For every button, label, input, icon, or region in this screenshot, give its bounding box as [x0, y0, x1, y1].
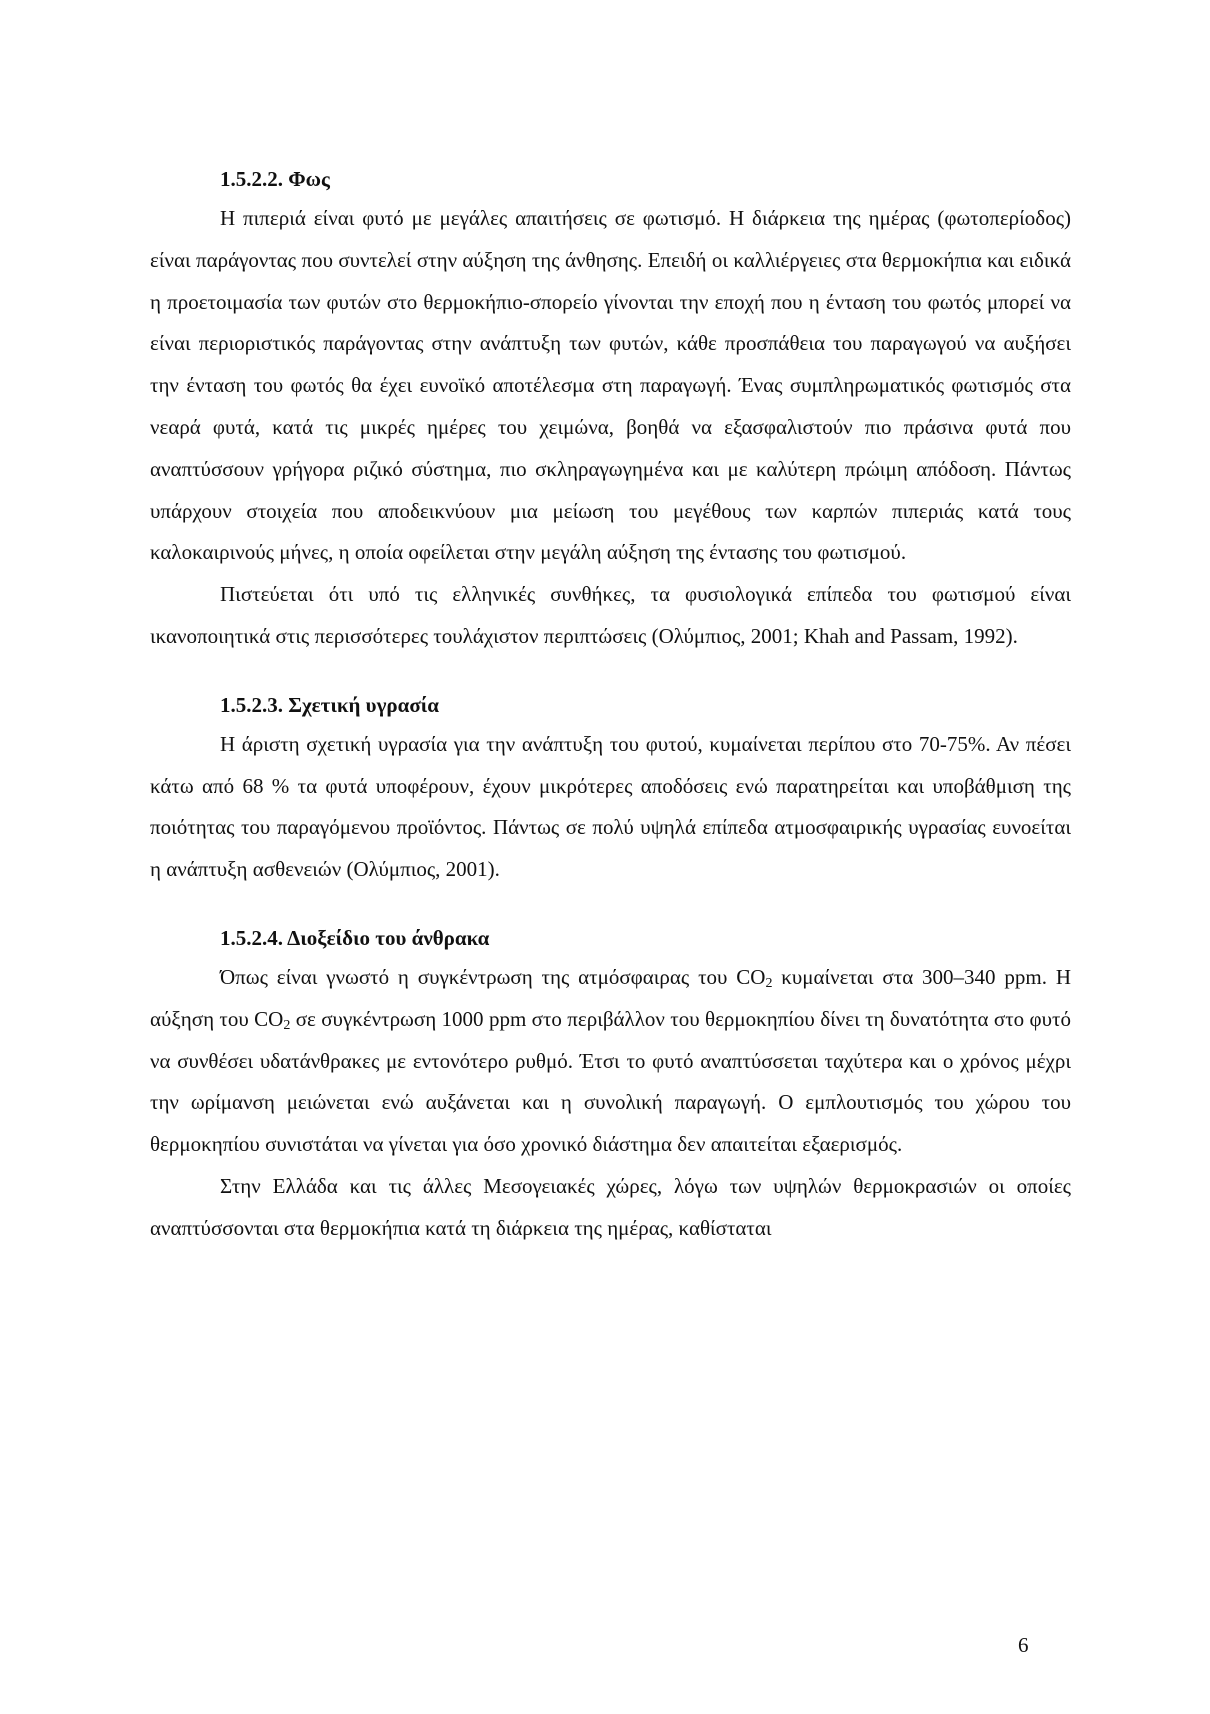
paragraph-light-1: Η πιπεριά είναι φυτό με μεγάλες απαιτήσεις σε φωτισμό. Η διάρκεια της ημέρας (φωτοπερίοδος) είναι παράγοντας που συντελεί στην αύξηση της άνθησης. Επειδή οι καλλιέργειες στα θερμοκήπια και ειδικά η προετοιμασία των φυτών στο θερμοκήπιο-σπορείο γίνονται την εποχή που η ένταση του φωτός μπορεί να είναι περιοριστικός παράγοντας στην ανάπτυξη των φυτών, κάθε προσπάθεια του παραγωγού να αυξήσει την ένταση του φωτός θα έχει ευνοϊκό αποτέλεσμα στη παραγωγή. Ένας συμπληρωματικός φωτισμός στα νεαρά φυτά, κατά τις μικρές ημέρες του χειμώνα, βοηθά να εξασφαλιστούν πιο πράσινα φυτά που αναπτύσσουν γρήγορα ριζικό σύστημα, πιο σκληραγωγημένα και με καλύτερη πρώιμη απόδοση. Πάντως υπάρχουν στοιχεία που αποδεικνύουν μια μείωση του μεγέθους των καρπών πιπεριάς κατά τους καλοκαιρινούς μήνες, η οποία οφείλεται στην μεγάλη αύξηση της έντασης του φωτισμού. — [150, 206, 1071, 565]
paragraph-co2-1 — [150, 957, 1071, 1166]
heading-co2: 1.5.2.4. Διοξείδιο του άνθρακα — [220, 925, 490, 950]
paragraph-light-2: Πιστεύεται ότι υπό τις ελληνικές συνθήκες, τα φυσιολογικά επίπεδα του φωτισμού είναι ικανοποιητικά στις περισσότερες τουλάχιστον περιπτώσεις (Ολύμπιος, 2001; Khah and Passam, 1992). — [150, 582, 1071, 648]
co2-text-b: κυμαίνεται στα 300–340 ppm. Η αύξηση του CO — [150, 964, 1071, 1031]
paragraph-humidity: Η άριστη σχετική υγρασία για την ανάπτυξη του φυτού, κυμαίνεται περίπου στο 70-75%. Αν πέσει κάτω από 68 % τα φυτά υποφέρουν, έχουν μικρότερες αποδόσεις ενώ παρατηρείται και υποβάθμιση της ποιότητας του παραγόμενου προϊόντος. Πάντως σε πολύ υψηλά επίπεδα ατμοσφαιρικής υγρασίας ευνοείται η ανάπτυξη ασθενειών (Ολύμπιος, 2001). — [150, 731, 1071, 882]
heading-humidity: 1.5.2.3. Σχετική υγρασία — [220, 692, 440, 717]
co2-text-a: Όπως είναι γνωστό η συγκέντρωση της ατμόσφαιρας του CO — [220, 964, 766, 989]
page-number: 6 — [1018, 1633, 1029, 1657]
paragraph-co2-2: Στην Ελλάδα και τις άλλες Μεσογειακές χώρες, λόγω των υψηλών θερμοκρασιών οι οποίες αναπτύσσονται στα θερμοκήπια κατά τη διάρκεια της ημέρας, καθίσταται — [150, 1173, 1071, 1240]
co2-text-c: σε συγκέντρωση 1000 ppm στο περιβάλλον του θερμοκηπίου δίνει τη δυνατότητα στο φυτό να συνθέσει υδατάνθρακες με εντονότερο ρυθμό. Έτσι το φυτό αναπτύσσεται ταχύτερα και ο χρόνος μέχρι την ωρίμανση μειώνεται ενώ αυξάνεται και η συνολική παραγωγή. Ο εμπλουτισμός του χώρου του θερμοκηπίου συνιστάται να γίνεται για όσο χρονικό διάστημα δεν απαιτείται εξαερισμός. — [150, 1006, 1071, 1157]
document-body — [150, 160, 1071, 1250]
heading-light: 1.5.2.2. Φως — [220, 167, 330, 191]
co2-subscript-2: 2 — [283, 1017, 291, 1033]
co2-subscript-1: 2 — [765, 975, 773, 991]
